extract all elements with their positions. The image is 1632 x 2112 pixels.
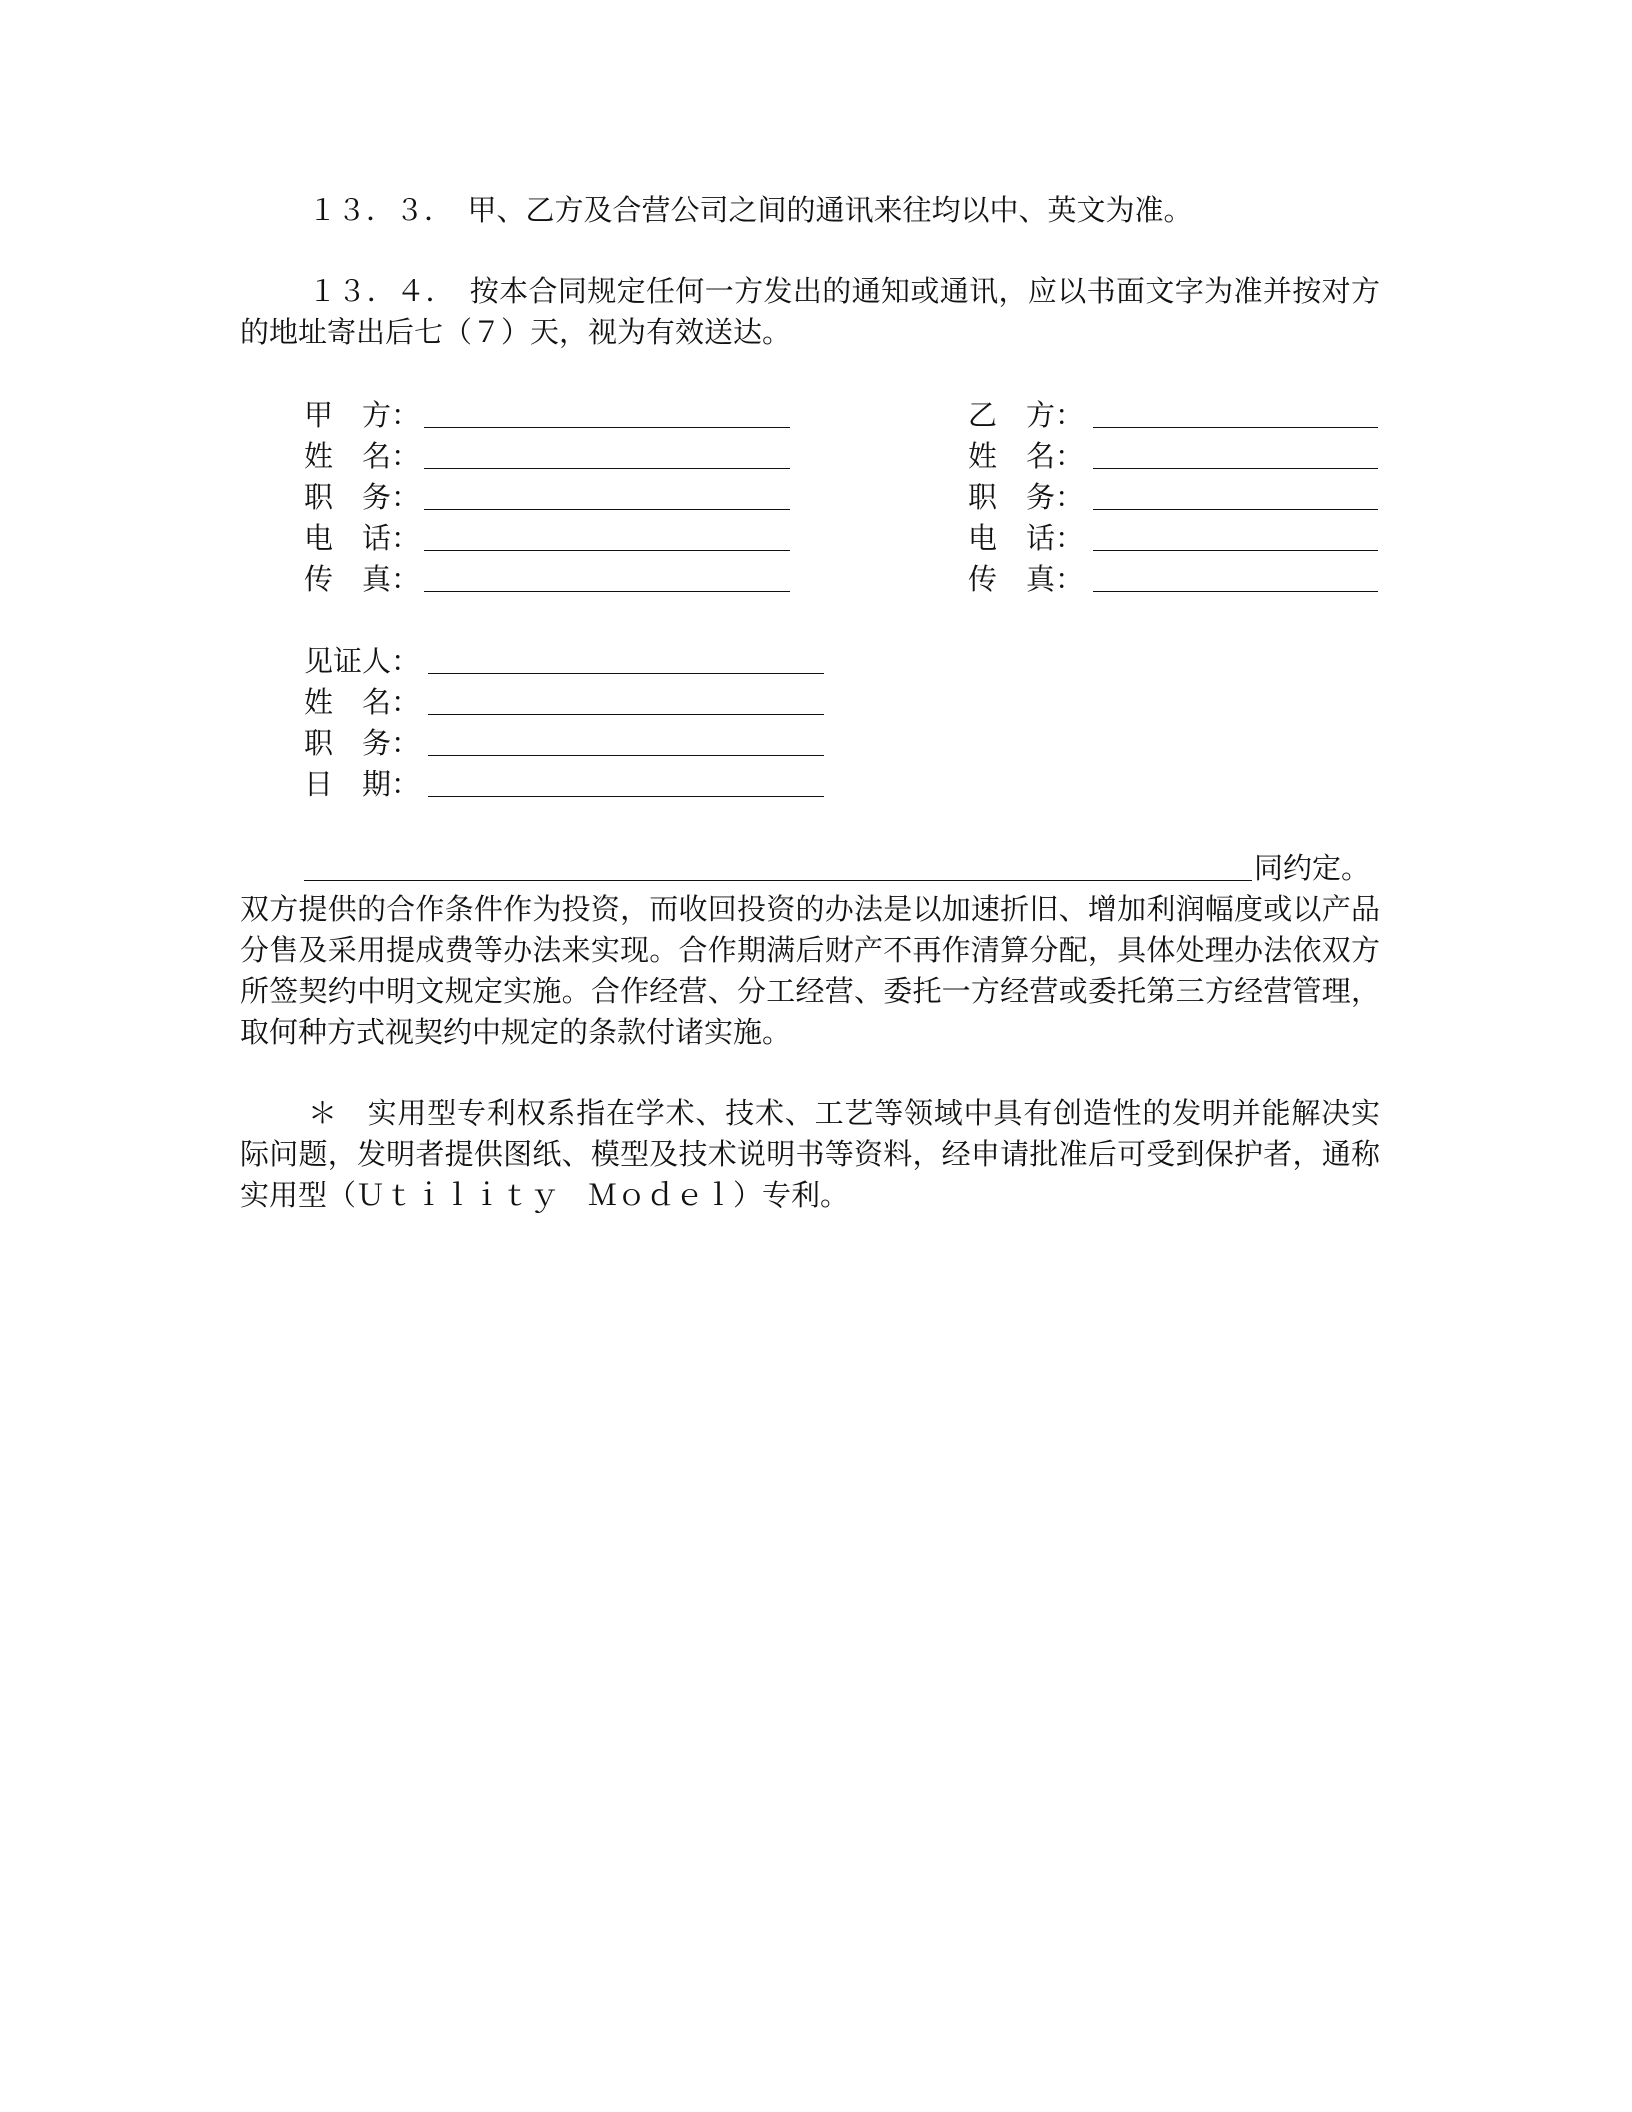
party-b-label-fax: 传 真： xyxy=(968,562,1085,596)
witness-label-witness: 见证人： xyxy=(304,644,421,678)
party-b-label-party: 乙 方： xyxy=(968,398,1085,432)
party-b-line-name xyxy=(1093,468,1378,469)
party-b-row-party xyxy=(968,395,1380,436)
witness-line-title xyxy=(428,755,824,756)
party-b-row-phone xyxy=(968,518,1380,559)
note-line-suffix: 同约定。 xyxy=(1254,851,1371,885)
witness-label-name: 姓 名： xyxy=(304,685,421,719)
party-a-label-party: 甲 方： xyxy=(304,398,421,432)
party-b-line-party xyxy=(1093,427,1378,428)
party-a-label-name: 姓 名： xyxy=(304,439,421,473)
witness-row-date xyxy=(304,764,824,805)
clause-13-3: １３．３． 甲、乙方及合营公司之间的通讯来往均以中、英文为准。 xyxy=(308,193,1193,227)
witness-row-witness xyxy=(304,641,824,682)
witness-line-date xyxy=(428,796,824,797)
party-b-line-title xyxy=(1093,509,1378,510)
party-a-line-party xyxy=(424,427,790,428)
witness-row-name xyxy=(304,682,824,723)
party-a-label-fax: 传 真： xyxy=(304,562,421,596)
party-a-row-party xyxy=(304,395,794,436)
witness-label-title: 职 务： xyxy=(304,726,421,760)
footnote-utility-model: ＊ 实用型专利权系指在学术、技术、工艺等领域中具有创造性的发明并能解决实际问题，发明者提供图纸、模型及技术说明书等资料，经申请批准后可受到保护者，通称实用型（Ｕｔｉｌｉｔｙ Ｍｏｄｅｌ）专利。 xyxy=(240,1096,1380,1212)
party-a-line-fax xyxy=(424,591,790,592)
party-a-row-phone xyxy=(304,518,794,559)
party-a-label-title: 职 务： xyxy=(304,480,421,514)
party-b-line-phone xyxy=(1093,550,1378,551)
party-a-line-title xyxy=(424,509,790,510)
party-a-label-phone: 电 话： xyxy=(304,521,421,555)
party-b-row-name xyxy=(968,436,1380,477)
party-b-label-title: 职 务： xyxy=(968,480,1085,514)
party-a-line-phone xyxy=(424,550,790,551)
party-a-row-title xyxy=(304,477,794,518)
party-a-row-name xyxy=(304,436,794,477)
note-continuation: 双方提供的合作条件作为投资，而收回投资的办法是以加速折旧、增加利润幅度或以产品分售及采用提成费等办法来实现。合作期满后财产不再作清算分配，具体处理办法依双方所签契约中明文规定实施。合作经营、分工经营、委托一方经营或委托第三方经营管理，取何种方式视契约中规定的条款付诸实施。 xyxy=(240,892,1380,1049)
clause-13-4: １３．４． 按本合同规定任何一方发出的通知或通讯，应以书面文字为准并按对方的地址寄出后七（７）天，视为有效送达。 xyxy=(240,274,1380,349)
note-separator-line xyxy=(304,880,1252,881)
witness-row-title xyxy=(304,723,824,764)
witness-label-date: 日 期： xyxy=(304,767,421,801)
party-b-row-title xyxy=(968,477,1380,518)
witness-line-name xyxy=(428,714,824,715)
party-b-label-phone: 电 话： xyxy=(968,521,1085,555)
witness-line-witness xyxy=(428,673,824,674)
party-a-row-fax xyxy=(304,559,794,600)
party-b-row-fax xyxy=(968,559,1380,600)
party-b-line-fax xyxy=(1093,591,1378,592)
party-b-label-name: 姓 名： xyxy=(968,439,1085,473)
party-a-line-name xyxy=(424,468,790,469)
